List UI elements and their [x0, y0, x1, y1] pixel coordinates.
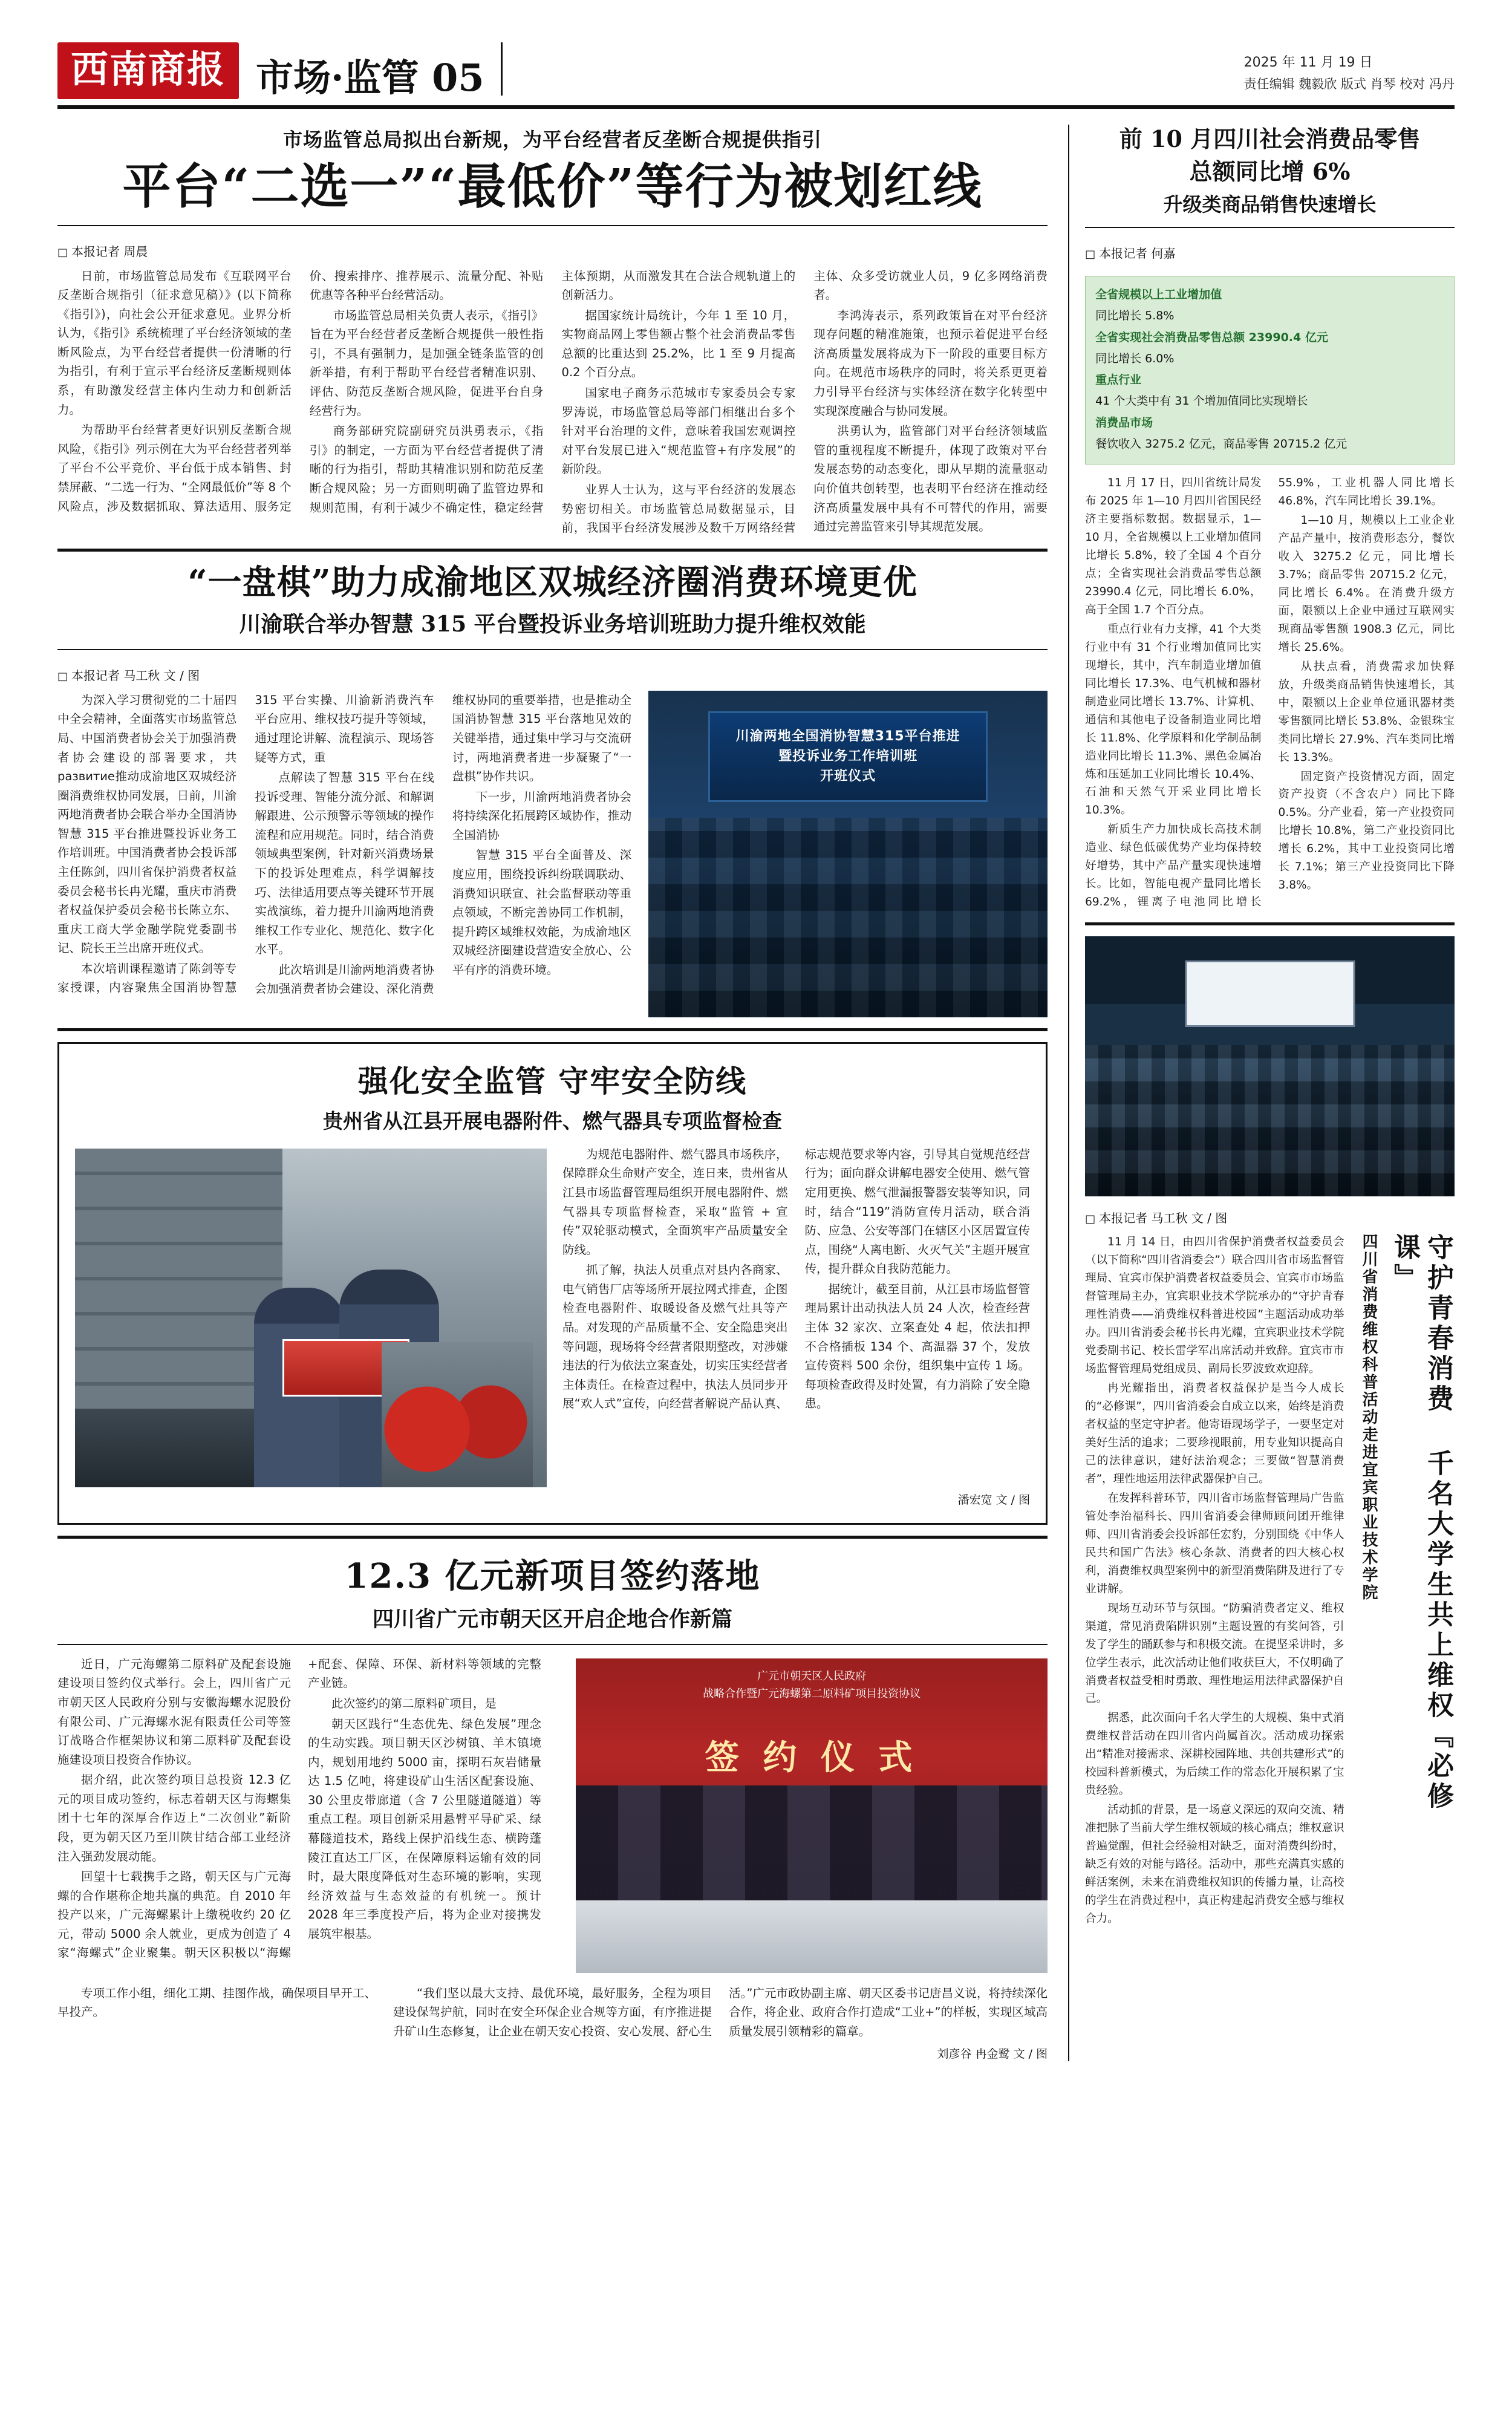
banner-line-1: 川渝两地全国消协智慧315平台推进 [735, 729, 960, 745]
stage-banner [604, 1668, 1019, 1703]
article-subhead: 贵州省从江县开展电器附件、燃气器具专项监督检查 [323, 1109, 783, 1133]
stat-label: 消费品市场 [1095, 416, 1153, 429]
paragraph: 在发挥科普环节，四川省市场监督管理局广告监管处李治福科长、四川省消委会律师顾问团开维律师、四川省消委会投诉部任宏豹，分别围绕《中华人民共和国广告法》核心条款、消费者的四大核心权利，消费维权典型案例中的新型消费陷阱及进行了专业讲解。 [1085, 1492, 1344, 1596]
paragraph: 据统计，截至目前，从江县市场监督管理局累计出动执法人员 24 人次，检查经营主体 32 家次、立案查处 4 起，依法扣押不合格插板 134 个、高温器 37 个，发放宣传资料 500 余份，组织集中宣传 1 场。每项检查政得及时处置，有力消除了安全隐患。 [804, 1282, 1031, 1411]
paragraph: 市场监管总局相关负责人表示，《指引》旨在为平台经营者反垄断合规提供一般性指引，不具有强制力，是加强全链条监管的创新举措，有利于帮助平台经营者精准识别、评估、防范反垄断合规风险，促进平台自身经营行为。 [309, 308, 544, 418]
article-byline: □ 本报记者 马工秋 文 / 图 [57, 666, 200, 683]
article-retail-stats [1085, 125, 1455, 911]
article-youth-rights [1085, 936, 1455, 1929]
article-body [1085, 474, 1455, 911]
divider [57, 225, 1048, 226]
banner-line-1: 广元市朝天区人民政府 [757, 1669, 867, 1683]
divider [57, 649, 1048, 650]
paragraph: 据国家统计局统计，今年 1 至 10 月，实物商品网上零售额占整个社会消费品零售总额的比重达到 25.2%，比 1 至 9 月提高 0.2 个百分点。 [561, 308, 796, 380]
article-headline-line-2: 总额同比增 6% [1189, 157, 1351, 185]
article-body [1085, 1233, 1344, 1928]
paragraph: 洪勇认为，监管部门对平台经济领域监管的重视程度不断提升，体现了政策对平台发展态势的动态变化，即从早期的流量驱动向价值共创转型，也表明平台经济在推动经济高质量发展中具有不可替代的作用，需要通过完善监管来引导其规范发展。 [813, 424, 1048, 534]
article-headline-line-1: 前 10 月四川社会消费品零售 [1119, 125, 1421, 152]
publish-date: 2025 年 11 月 19 日 [1243, 54, 1373, 70]
stat-value: 同比增长 6.0% [1095, 351, 1175, 365]
paragraph: 1—10 月，规模以上工业企业产品产量中，按消费形态分，餐饮收入 3275.2 亿元，同比增长 3.7%；商品零售 20715.2 亿元，同比增长 6.4%。在消费升级方面，限额以上企业中通过互联网实现商品零售额 1908.3 亿元，同比增长 25.6%。 [1278, 514, 1455, 654]
conference-photo [648, 691, 1048, 1017]
masthead-divider [501, 42, 503, 96]
paragraph: 据介绍，此次签约项目总投资 12.3 亿元的项目成功签约，标志着朝天区与海螺集团十七年的深厚合作迈上“二次创业”新阶段，更为朝天区乃至川陕甘结合部工业经济注入强劲发展动能。 [57, 1773, 291, 1863]
masthead [57, 42, 1455, 109]
stats-callout-box [1085, 276, 1455, 465]
paragraph: 11 月 17 日，四川省统计局发布 2025 年 1—10 月四川省国民经济主要指标数据。数据显示，1—10 月，全省规模以上工业增加值同比增长 5.8%，较了全国 4 个百分点；全省实现社会消费品零售总额 23990.4 亿元，同比增长 6.0%，高于全国 1.7 个百分点。 [1085, 477, 1262, 616]
paragraph: 专项工作小组，细化工期、挂图作战，确保项目早开工、早投产。 [57, 1986, 377, 2020]
paragraph: 回望十七载携手之路，朝天区与广元海螺的合作堪称企地共赢的典范。自 2010 年投产以来，广元海螺累计上缴税收约 20 亿元，带动 5000 余人就业，更成为创造了 4 家“海螺式”企业聚集。朝天区积极以“海螺+配套、保障、环保、新材料等领域的完整产业链。 [57, 1657, 541, 1960]
paragraph: 活动抓的背景，是一场意义深远的双向交流、精准把脉了当前大学生维权领域的核心痛点；维权意识普遍觉醒，但社会经验相对缺乏，面对消费纠纷时，缺乏有效的对能与路径。活动中，那些充满真实感的鲜活案例，未来在消费维权知识的传播力量，让高校的学生在消费过程中，真正构建起消费安全感与维权合力。 [1085, 1804, 1344, 1926]
article-subhead: 川渝联合举办智慧 315 平台暨投诉业务培训班助力提升维权效能 [239, 611, 866, 637]
stat-value: 餐饮收入 3275.2 亿元，商品零售 20715.2 亿元 [1095, 437, 1347, 451]
article-chengyu-consumer [57, 562, 1048, 1017]
attendees-row [576, 1785, 1048, 1900]
paragraph: 国家电子商务示范城市专家委员会专家罗涛说，市场监管总局等部门相继出台多个针对平台治理的文件，意味着我国宏观调控对平台发展已进入“规范监管+有序发展”的新阶段。 [561, 386, 796, 477]
paragraph: 日前，市场监管总局发布《互联网平台反垄断合规指引（征求意见稿）》(以下简称《指引》)，向社会公开征求意见。业界分析认为，《指引》系统梳理了平台经济领域的垄断风险点，为平台经营者提供一份清晰的行为指引，有利于宣示平台经济反垄断规则体系，有助激发经营主体内生动力和创新活力。 [57, 269, 292, 417]
red-cookware [382, 1342, 533, 1487]
paragraph: “我们坚以最大支持、最优环境，最好服务，全程为项目建设保驾护航，同时在安全环保企业合规等方面，有序推进提升矿山生态修复，让企业在朝天安心投资、安心发展、舒心生活。”广元市政协副主席、朝天区委书记唐昌义说，将持续深化合作，将企业、政府合作打造成“工业+”的样板，实现区域高质量发展引领精彩的篇章。 [393, 1986, 1048, 2038]
paragraph: 重点行业有力支撑，41 个大类行业中有 31 个行业增加值同比实现增长，其中，汽车制造业增加值同比增长 17.3%、电气机械和器材制造业同比增长 13.7%、计算机、通信和其他电子设备制造业同比增长 11.8%、化学原料和化学制品制造业同比增长 11.3%、黑色金属冶炼和压延加工业同比增长 10.4%、石油和天然气开采业同比增长 10.3%。 [1085, 622, 1262, 817]
article-headline: 强化安全监管 守牢安全防线 [357, 1063, 748, 1099]
divider [57, 549, 1048, 552]
stage-title: 签 约 仪 式 [705, 1737, 919, 1778]
article-body-left [57, 1655, 541, 1963]
paragraph: 据悉，此次面向千名大学生的大规模、集中式消费维权普活动在四川省内尚属首次。活动成功探索出“精准对接需求、深耕校园阵地、共创共建形式”的校园科普新模式，为后续工作的常态化开展积累了宝贵经验。 [1085, 1712, 1344, 1798]
right-rail [1068, 125, 1455, 2061]
article-headline: “一盘棋”助力成渝地区双城经济圈消费环境更优 [187, 562, 917, 602]
banner-line-2: 暨投诉业务工作培训班 [778, 749, 918, 765]
article-body [57, 691, 631, 999]
divider [1085, 922, 1455, 925]
article-byline: □ 本报记者 马工秋 文 / 图 [1085, 1208, 1227, 1226]
paragraph: 新质生产力加快成长高技术制造业、绿色低碳优势产业均保持较好增势，其中产品产量实现快速增长。比如，智能电视产量同比增长 69.2%，锂离子电池同比增长 55.9%，工业机器人同比增长 46.8%，汽车同比增长 39.1%。 [1085, 477, 1455, 909]
article-body [562, 1145, 1030, 1414]
divider [57, 1028, 1048, 1031]
inspection-photo [75, 1149, 547, 1487]
paragraph: 现场互动环节与氛围。“防骗消费者定义、维权渠道，常见消费陷阱识别”主题设置的有奖问答，引发了学生的踊跃参与和积极交流。在提坚采讲时，多位学生表示，此次活动让他们收获巨大，不仅明确了消费者权益受相时勇敢、理性地运用法律武器保护自己。 [1085, 1602, 1344, 1706]
paragraph: 商务部研究院副研究员洪勇表示，《指引》的制定，一方面为平台经营者提供了清晰的行为指引，帮助其精准识别和防范反垄断合规风险；另一方面则明确了监管边界和规则范围，有利于减少不确定性，稳定经营主体预期，从而激发其在合法合规轨道上的创新活力。 [309, 269, 796, 515]
photo-credit: 刘彦谷 冉金鹭 文 / 图 [937, 2047, 1048, 2061]
article-byline: □ 本报记者 何嘉 [1085, 244, 1175, 261]
paragraph: 此次培训是川渝两地消费者协会加强消费者协会建设、深化消费维权协同的重要举措，也是推动全国消协智慧 315 平台落地见效的关键举措，通过集中学习与交流研讨，两地消费者进一步凝聚了“一盘棋”协作共识。 [255, 693, 632, 996]
article-headline: 平台“二选一”“最低价”等行为被划红线 [122, 158, 983, 215]
masthead-credits [1244, 51, 1455, 99]
paragraph: 点解读了智慧 315 平台在线投诉受理、智能分流分派、和解调解跟进、公示预警示等领域的操作流程和应用规范。同时，结合消费领域典型案例，针对新兴消费场景下的投诉处理难点，科学调解技巧、法律适用要点等关键环节开展实战演练，着力提升川渝两地消费维权工作专业化、规范化、数字化水平。 [255, 771, 434, 957]
stat-value: 41 个大类中有 31 个增加值同比实现增长 [1095, 394, 1308, 408]
paragraph: 为深入学习贯彻党的二十届四中全会精神，全面落实市场监管总局、中国消费者协会关于加强消费者协会建设的部署要求，共развитие推动成渝地区双城经济圈消费维权协同发展，日前，川渝两地消费者协会联合举办全国消协智慧 315 平台推进暨投诉业务工作培训班。中国消费者协会投诉部主任陈剑，四川省保护消费者权益委员会秘书长冉光耀，重庆市消费者权益保护委员会秘书长陈立东、重庆工商大学金融学院党委副书记、院长王兰出席开班仪式。 [57, 693, 237, 956]
article-project-signing [57, 1550, 1048, 2061]
paragraph: 为帮助平台经营者更好识别反垄断合规风险，《指引》列示例在大为平台经营者列举了平台不公平竞价、平台低于成本销售、封禁屏蔽、“二选一行为、“全网最低价”等 8 个风险点，涉及数据抓取、算法适用、服务定价、搜索排序、推荐展示、流量分配、补贴优惠等各种平台经营活动。 [57, 269, 544, 514]
paragraph: 朝天区践行“生态优先、绿色发展”理念的生动实践。项目朝天区沙树镇、羊木镇境内，规划用地约 5000 亩，探明石灰岩储量达 1.5 亿吨，将建设矿山生活区配套设施、30 公里皮带廊道（含 7 公里隧道隧道）等重点工程。项目创新采用悬臂平导矿采、绿幕隧道技术，路线上保护沿线生态、横跨蓬陵江直达工厂区，在保障原料运输有效的同时，最大限度降低对生态环境的影响，实现经济效益与生态效益的有机统一。预计 2028 年三季度投产后，将为企业对接携发展筑牢根基。 [308, 1717, 541, 1941]
article-body-bottom [57, 1978, 1048, 2041]
paragraph: 近日，广元海螺第二原料矿及配套设施建设项目签约仪式举行。会上，四川省广元市朝天区人民政府分别与安徽海螺水泥股份有限公司、广元海螺水泥有限责任公司等签订战略合作框架协议和第二原料矿及配套设施建设项目投资合作协议。 [57, 1657, 291, 1767]
paragraph: 本次培训课程邀请了陈剑等专家授课，内容聚焦全国消协智慧 315 平台实操、川渝新消费汽车平台应用、维权技巧提升等领域，通过理论讲解、流程演示、现场答疑等方式，重 [57, 693, 434, 995]
conference-banner [708, 711, 988, 802]
article-platform-rules [57, 125, 1048, 538]
stat-label: 重点行业 [1095, 373, 1142, 386]
stat-label: 全省规模以上工业增加值 [1095, 288, 1222, 301]
page-title: 市场·监管 05 [256, 56, 484, 100]
lecture-hall-photo [1085, 936, 1455, 1196]
paragraph: 业界人士认为，这与平台经济的发展态势密切相关。市场监管总局数据显示，目前，我国平台经济发展涉及数千万网络经营主体、众多受访就业人员，9 亿多网络消费者。 [561, 269, 1048, 535]
paragraph: 为规范电器附件、燃气器具市场秩序，保障群众生命财产安全，连日来，贵州省从江县市场监督管理局组织开展电器附件、燃气器具专项监督检查，采取“监管 + 宣传”双轮驱动模式，全面筑牢产品质量安全防线。 [562, 1147, 788, 1257]
article-kicker: 市场监管总局拟出台新规，为平台经营者反垄断合规提供指引 [283, 128, 823, 151]
banner-line-3: 开班仪式 [820, 769, 876, 784]
paragraph: 抓了解，执法人员重点对县内各商家、电气销售厂店等场所开展拉网式排查，企图检查电器附件、取暖设备及燃气灶具等产品。对发现的产品质量不全、安全隐患突出等问题，现场将令经营者限期整改，对涉嫌违法的行为依法立案查处，切实压实经营者主体责任。在检查过程中，执法人员同步开展“欢人式”宣传，向经营者解说产品认真、标志规范要求等内容，引导其自觉规范经营行为；面向群众讲解电器安全使用、燃气管定用更换、燃气泄漏报警器安装等知识，同时，结合“119”消防宣传月活动，联合消防、应急、公安等部门在辖区小区居置宣传点，围绕“人离电断、火灭气关”主题开展宣传，提升群众自我防范能力。 [562, 1147, 1031, 1411]
stat-value: 同比增长 5.8% [1095, 309, 1175, 323]
paragraph: 固定资产投资情况方面，固定资产投资（不含农户）同比下降 0.5%。分产业看，第一产业投资同比增长 10.8%，第二产业投资同比增长 6.2%，其中工业投资同比增长 7.1%；第三产业投资同比下降 3.8%。 [1278, 770, 1455, 892]
article-headline-vertical: 守护青春消费 千名大学生共上维权『必修课』 [1389, 1233, 1453, 1813]
article-subhead: 升级类商品销售快速增长 [1163, 193, 1377, 216]
paragraph: 从扶点看，消费需求加快释放，升级类商品销售快速增长，其中，限额以上企业单位通讯器材类零售额同比增长 53.8%、金银珠宝类同比增长 27.9%、汽车类同比增长 13.3%。 [1278, 660, 1455, 764]
paragraph: 智慧 315 平台全面普及、深度应用，围绕投诉纠纷联调联动、消费知识联宣、社会监督联动等重点领域，不断完善协同工作机制，提升跨区域维权效能，为成渝地区双城经济圈建设营造安全放心、公平有序的消费环境。 [452, 848, 632, 977]
article-subhead-vertical: 四川省消费维权科普活动走进宜宾职业技术学院 [1360, 1233, 1378, 1602]
divider [57, 1644, 1048, 1645]
article-subhead: 四川省广元市朝天区开启企地合作新篇 [373, 1606, 733, 1632]
stat-label: 全省实现社会消费品零售总额 23990.4 亿元 [1095, 330, 1328, 344]
photo-credit: 潘宏宽 文 / 图 [957, 1493, 1031, 1507]
main-column [57, 125, 1048, 2061]
projection-screen [1185, 960, 1355, 1027]
editor-credits: 责任编辑 魏毅欣 版式 肖琴 校对 冯丹 [1243, 77, 1455, 92]
article-headline: 12.3 亿元新项目签约落地 [344, 1556, 761, 1596]
gas-stove [75, 1409, 264, 1487]
divider [57, 1536, 1048, 1539]
article-body [57, 267, 1048, 538]
audience-seats [648, 818, 1048, 1017]
newspaper-logo: 西南商报 [57, 42, 239, 99]
paragraph: 此次签约的第二原料矿项目，是 [331, 1696, 497, 1710]
signing-table [576, 1900, 1048, 1973]
paragraph: 冉光耀指出，消费者权益保护是当今人成长的“必修课”，四川省消委会自成立以来，始终是消费者权益的坚定守护者。他寄语现场学子，一要坚定对美好生活的追求；二要珍视眼前，用专业知识提高自己的法律意识，建好法治观念；三要做“智慧消费者”，理性地运用法律武器保护自己。 [1085, 1382, 1344, 1485]
banner-line-2: 战略合作暨广元海螺第二原料矿项目投资协议 [703, 1687, 921, 1700]
divider [1085, 227, 1455, 228]
paragraph: 11 月 14 日，由四川省保护消费者权益委员会（以下简称“四川省消委会”）联合四川省市场监督管理局、宜宾市保护消费者权益委员会、宜宾市市场监督管理局主办，宜宾职业技术学院承办的“守护青春 理性消费——消费维权科普进校园”主题活动成功举办。四川省消委会秘书长冉光耀，宜宾职业技术学院党委副书记、校长雷学军出席活动并致辞。宜宾市市场监督管理局党组成员、副局长罗波致欢迎辞。 [1085, 1236, 1344, 1376]
paragraph: 李鸿涛表示，系列政策旨在对平台经济现存问题的精准施策，也预示着促进平台经济高质量发展将成为下一阶段的重要目标方向。在规范市场秩序的同时，将关系更更着力引导平台经济与实体经济在数字化转型中实现深度融合与协同发展。 [813, 308, 1048, 418]
student-audience [1085, 1045, 1455, 1196]
article-safety-inspection [57, 1042, 1048, 1525]
signing-ceremony-photo [576, 1658, 1048, 1973]
article-byline: □ 本报记者 周晨 [57, 242, 148, 259]
paragraph: 下一步，川渝两地消费者协会将持续深化拓展跨区域协作，推动全国消协 [452, 789, 632, 842]
